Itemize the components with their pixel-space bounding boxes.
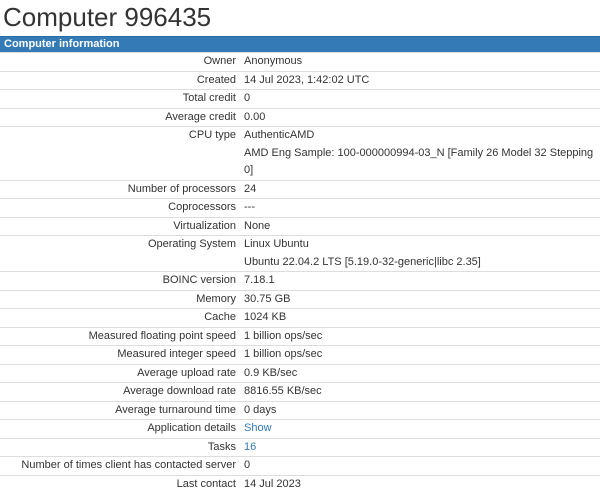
- row-value-line: 14 Jul 2023: [244, 476, 596, 493]
- row-value: [240, 290, 600, 309]
- row-label: Cache: [0, 309, 240, 328]
- row-value: [240, 401, 600, 420]
- row-value-line: Linux Ubuntu: [244, 236, 596, 254]
- row-label: Average credit: [0, 108, 240, 127]
- row-label: Memory: [0, 290, 240, 309]
- row-value-line: ---: [244, 199, 596, 217]
- row-value-link[interactable]: Show: [244, 422, 272, 434]
- table-row: [0, 180, 600, 199]
- row-value: [240, 90, 600, 109]
- row-label: CPU type: [0, 127, 240, 181]
- row-value: [240, 272, 600, 291]
- table-row: [0, 272, 600, 291]
- row-value-line: AMD Eng Sample: 100-000000994-03_N [Family 26 Model 32 Stepping 0]: [244, 145, 596, 180]
- row-label: Number of processors: [0, 180, 240, 199]
- row-value-line: 14 Jul 2023, 1:42:02 UTC: [244, 72, 596, 90]
- row-label: Last contact: [0, 475, 240, 493]
- row-value: [240, 457, 600, 476]
- row-label: Measured floating point speed: [0, 327, 240, 346]
- row-value: [240, 127, 600, 181]
- row-label: Measured integer speed: [0, 346, 240, 365]
- row-value: [240, 108, 600, 127]
- row-label: Created: [0, 71, 240, 90]
- row-value: [240, 71, 600, 90]
- row-value: [240, 309, 600, 328]
- table-row: [0, 383, 600, 402]
- table-row: [0, 364, 600, 383]
- table-row: [0, 127, 600, 181]
- page-title: Computer 996435: [0, 0, 600, 32]
- table-row: [0, 90, 600, 109]
- row-value: [240, 438, 600, 457]
- row-label: Application details: [0, 420, 240, 439]
- table-row: [0, 236, 600, 272]
- row-value: [240, 180, 600, 199]
- row-value-line: 0.9 KB/sec: [244, 365, 596, 383]
- row-value-line: 0: [244, 457, 596, 475]
- table-row: [0, 108, 600, 127]
- row-label: Number of times client has contacted server: [0, 457, 240, 476]
- row-value-line: 8816.55 KB/sec: [244, 383, 596, 401]
- row-value-line: 1 billion ops/sec: [244, 328, 596, 346]
- row-value-line: 0.00: [244, 109, 596, 127]
- row-value-line: 24: [244, 181, 596, 199]
- row-label: Coprocessors: [0, 199, 240, 218]
- row-label: Total credit: [0, 90, 240, 109]
- computer-information-header: Computer information: [0, 36, 600, 52]
- row-value: [240, 327, 600, 346]
- row-value: [240, 199, 600, 218]
- row-label: Average upload rate: [0, 364, 240, 383]
- row-value-line: 0 days: [244, 402, 596, 420]
- row-value: [240, 217, 600, 236]
- row-label: BOINC version: [0, 272, 240, 291]
- row-label: Average download rate: [0, 383, 240, 402]
- table-row: [0, 346, 600, 365]
- row-value-line: Anonymous: [244, 53, 596, 71]
- row-value-line: 0: [244, 90, 596, 108]
- row-label: Virtualization: [0, 217, 240, 236]
- table-row: [0, 53, 600, 72]
- table-row: [0, 438, 600, 457]
- row-value-line: 1024 KB: [244, 309, 596, 327]
- table-row: [0, 217, 600, 236]
- row-value: [240, 364, 600, 383]
- row-value-line: AuthenticAMD: [244, 127, 596, 145]
- table-row: [0, 475, 600, 493]
- row-value: [240, 420, 600, 439]
- table-row: [0, 457, 600, 476]
- row-value-line: 30.75 GB: [244, 291, 596, 309]
- row-label: Owner: [0, 53, 240, 72]
- row-value-line: 1 billion ops/sec: [244, 346, 596, 364]
- row-label: Operating System: [0, 236, 240, 272]
- row-value-line: 7.18.1: [244, 272, 596, 290]
- table-row: [0, 71, 600, 90]
- row-value: [240, 383, 600, 402]
- row-value: [240, 53, 600, 72]
- table-row: [0, 420, 600, 439]
- table-row: [0, 327, 600, 346]
- table-row: [0, 309, 600, 328]
- row-label: Average turnaround time: [0, 401, 240, 420]
- computer-info-table-body: [0, 53, 600, 493]
- table-row: [0, 199, 600, 218]
- row-value-line: Ubuntu 22.04.2 LTS [5.19.0-32-generic|libc 2.35]: [244, 254, 596, 272]
- row-value-link[interactable]: 16: [244, 441, 256, 453]
- table-row: [0, 290, 600, 309]
- row-value: [240, 236, 600, 272]
- row-value: [240, 346, 600, 365]
- row-value: [240, 475, 600, 493]
- table-row: [0, 401, 600, 420]
- computer-info-table: [0, 52, 600, 493]
- row-label: Tasks: [0, 438, 240, 457]
- row-value-line: None: [244, 218, 596, 236]
